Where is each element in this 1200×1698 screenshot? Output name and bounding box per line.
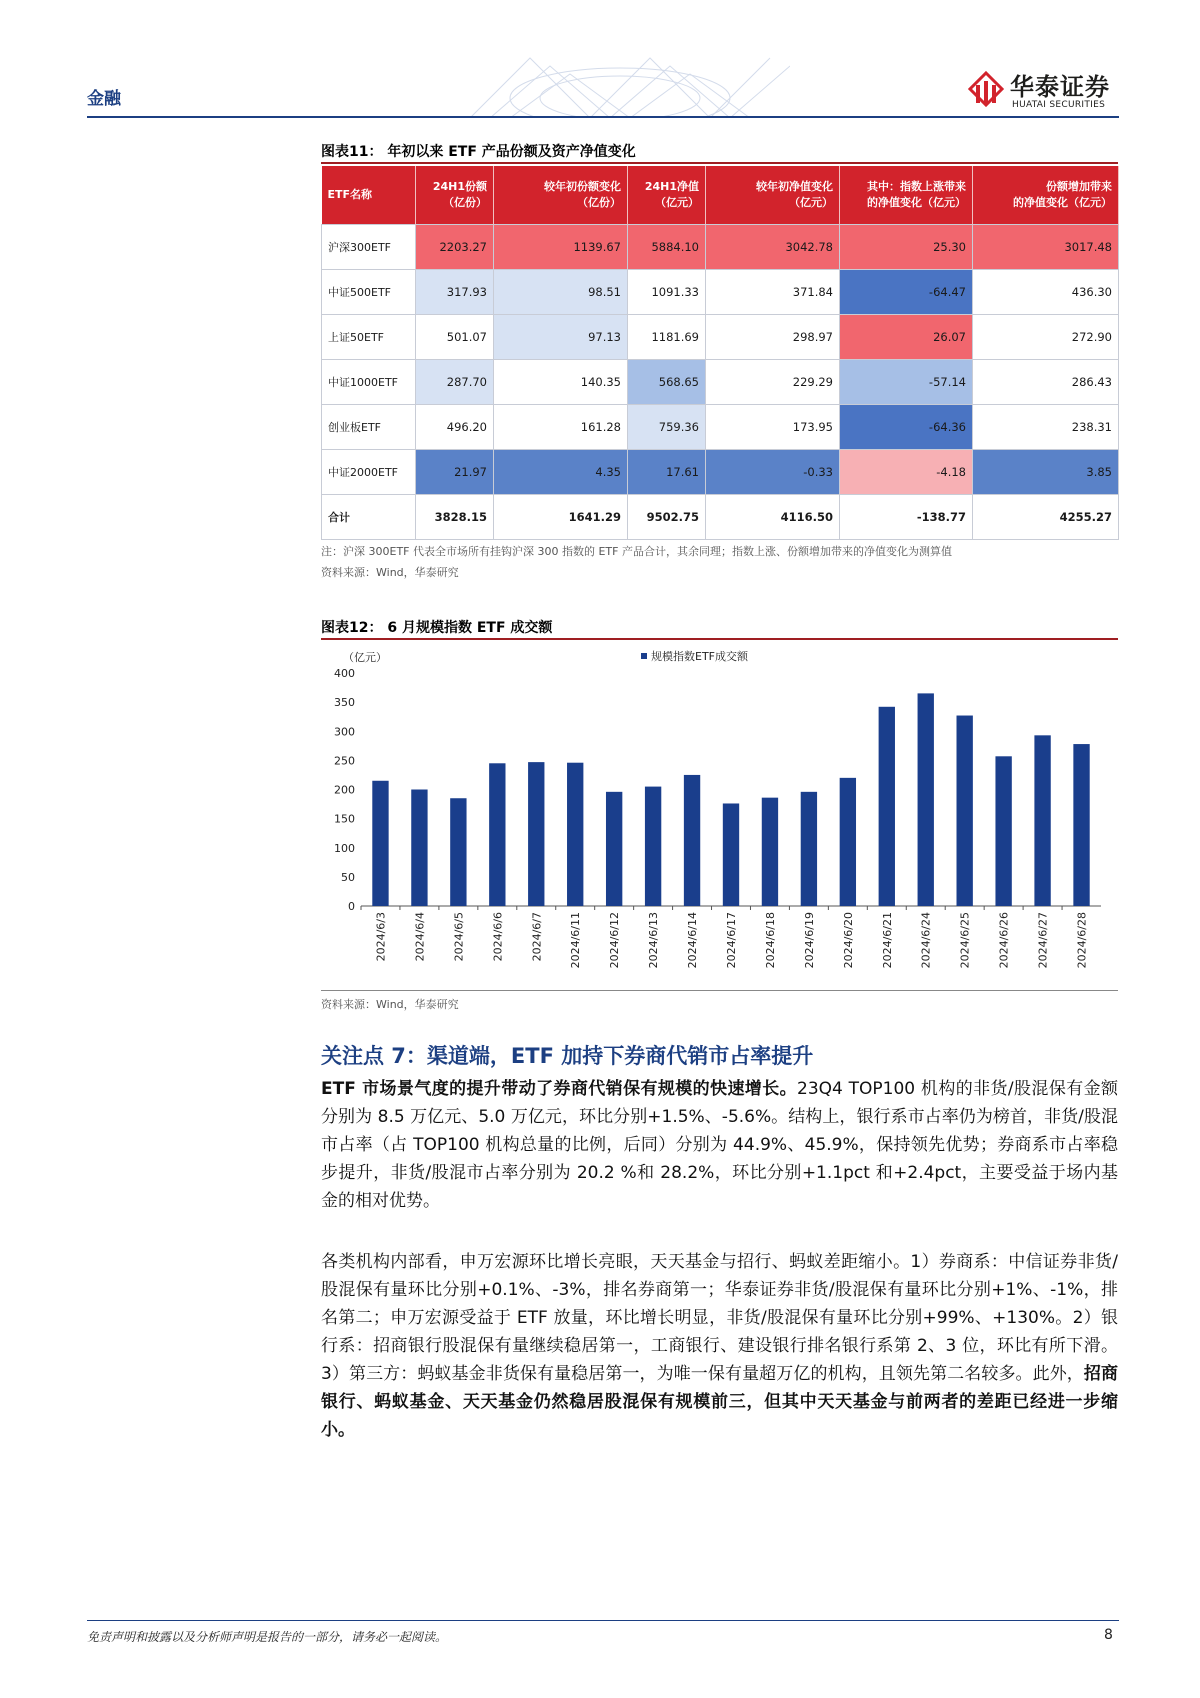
table-cell: 568.65 bbox=[628, 360, 706, 405]
section-title: 关注点 7：渠道端，ETF 加持下券商代销市占率提升 bbox=[321, 1044, 814, 1068]
legend-label: 规模指数ETF成交额 bbox=[651, 650, 748, 663]
table-cell: 287.70 bbox=[416, 360, 494, 405]
table-cell: 436.30 bbox=[973, 270, 1119, 315]
table-cell: 3828.15 bbox=[416, 495, 494, 540]
etf-turnover-chart bbox=[321, 641, 1118, 991]
table-cell: 371.84 bbox=[706, 270, 840, 315]
table-cell: -138.77 bbox=[840, 495, 973, 540]
y-tick-label: 250 bbox=[334, 754, 355, 768]
table-cell: 1139.67 bbox=[494, 225, 628, 270]
paragraph-1-body: 23Q4 TOP100 机构的非货/股混保有金额分别为 8.5 万亿元、5.0 万亿元，环比分别+1.5%、-5.6%。结构上，银行系市占率仍为榜首，非货/股混市占率（占 TOP100 机构总量的比例，后同）分别为 44.9%、45.9%，保持领先优势；券商系市占率稳步提升，非货/股混市占率分别为 20.2 %和 28.2%，环比分别+1.1pct 和+2.4pct，主要受益于场内基金的相对优势。 bbox=[321, 1079, 1118, 1211]
x-tick-label: 2024/6/7 bbox=[530, 912, 544, 962]
table-row bbox=[322, 225, 1119, 270]
figure11-rule bbox=[321, 162, 1118, 164]
x-tick-label: 2024/6/18 bbox=[763, 912, 777, 969]
bar-2024/6/27 bbox=[1034, 735, 1050, 906]
table-cell: 2203.27 bbox=[416, 225, 494, 270]
bar-2024/6/12 bbox=[606, 792, 622, 906]
legend-swatch bbox=[641, 653, 647, 659]
table-cell: 298.97 bbox=[706, 315, 840, 360]
y-tick-label: 100 bbox=[334, 841, 355, 855]
figure11-source: 资料来源：Wind，华泰研究 bbox=[321, 566, 459, 579]
y-tick-label: 350 bbox=[334, 696, 355, 710]
figure12-rule bbox=[321, 638, 1118, 640]
row-name: 合计 bbox=[322, 495, 416, 540]
table-row bbox=[322, 360, 1119, 405]
table-cell: 98.51 bbox=[494, 270, 628, 315]
table-cell: 3017.48 bbox=[973, 225, 1119, 270]
row-name: 中证500ETF bbox=[322, 270, 416, 315]
x-tick-label: 2024/6/24 bbox=[919, 912, 933, 969]
x-tick-label: 2024/6/20 bbox=[841, 912, 855, 969]
x-tick-label: 2024/6/28 bbox=[1075, 912, 1089, 969]
footer-disclaimer: 免责声明和披露以及分析师声明是报告的一部分，请务必一起阅读。 bbox=[87, 1630, 448, 1644]
y-tick-label: 50 bbox=[341, 870, 355, 884]
footer-rule bbox=[87, 1620, 1119, 1621]
chart-bottom-rule bbox=[321, 990, 1118, 991]
bar-2024/6/21 bbox=[879, 707, 895, 906]
x-tick-label: 2024/6/5 bbox=[452, 912, 466, 962]
bar-2024/6/13 bbox=[645, 787, 661, 906]
figure12-source: 资料来源：Wind，华泰研究 bbox=[321, 998, 459, 1011]
col-header-share-effect: 份额增加带来 的净值变化（亿元） bbox=[973, 166, 1119, 225]
col-header-shares: 24H1份额 （亿份） bbox=[416, 166, 494, 225]
bar-2024/6/3 bbox=[372, 781, 388, 906]
row-name: 上证50ETF bbox=[322, 315, 416, 360]
table-cell: 5884.10 bbox=[628, 225, 706, 270]
row-name: 创业板ETF bbox=[322, 405, 416, 450]
company-logo-icon bbox=[968, 71, 1004, 107]
col-header-nav-change: 较年初净值变化 （亿元） bbox=[706, 166, 840, 225]
table-total-row bbox=[322, 495, 1119, 540]
x-tick-label: 2024/6/26 bbox=[997, 912, 1011, 969]
table-header-row bbox=[322, 166, 1119, 225]
table-cell: 4116.50 bbox=[706, 495, 840, 540]
col-header-nav: 24H1净值 （亿元） bbox=[628, 166, 706, 225]
table-cell: 286.43 bbox=[973, 360, 1119, 405]
paragraph-1-lead: ETF 市场景气度的提升带动了券商代销保有规模的快速增长。 bbox=[321, 1079, 798, 1099]
x-tick-label: 2024/6/17 bbox=[725, 912, 738, 969]
table-cell: -0.33 bbox=[706, 450, 840, 495]
x-tick-label: 2024/6/19 bbox=[802, 912, 816, 969]
table-cell: -4.18 bbox=[840, 450, 973, 495]
paragraph-2-tail: 招商银行、蚂蚁基金、天天基金仍然稳居股混保有规模前三，但其中天天基金与前两者的差距已经进一步缩小。 bbox=[321, 1364, 1118, 1440]
table-cell: 1641.29 bbox=[494, 495, 628, 540]
bar-2024/6/20 bbox=[840, 778, 856, 906]
table-cell: 173.95 bbox=[706, 405, 840, 450]
col-header-index-effect: 其中：指数上涨带来 的净值变化（亿元） bbox=[840, 166, 973, 225]
table-cell: -64.47 bbox=[840, 270, 973, 315]
y-tick-label: 300 bbox=[334, 725, 355, 739]
bar-2024/6/24 bbox=[918, 693, 934, 906]
bar-2024/6/19 bbox=[801, 792, 817, 906]
table-cell: 25.30 bbox=[840, 225, 973, 270]
table-row bbox=[322, 270, 1119, 315]
paragraph-2 bbox=[321, 1248, 1118, 1444]
bar-2024/6/14 bbox=[684, 775, 700, 906]
table-cell: 17.61 bbox=[628, 450, 706, 495]
bar-2024/6/4 bbox=[411, 790, 427, 907]
figure12-title: 图表12： 6 月规模指数 ETF 成交额 bbox=[321, 620, 553, 636]
x-tick-label: 2024/6/3 bbox=[374, 912, 388, 962]
x-tick-label: 2024/6/27 bbox=[1036, 912, 1050, 969]
table-cell: 759.36 bbox=[628, 405, 706, 450]
y-tick-label: 0 bbox=[348, 900, 355, 913]
x-tick-label: 2024/6/21 bbox=[880, 912, 894, 969]
bar-2024/6/26 bbox=[995, 756, 1011, 906]
table-cell: 4255.27 bbox=[973, 495, 1119, 540]
table-cell: -57.14 bbox=[840, 360, 973, 405]
table-cell: 496.20 bbox=[416, 405, 494, 450]
bar-2024/6/25 bbox=[957, 716, 973, 906]
x-tick-label: 2024/6/13 bbox=[647, 912, 661, 969]
company-logo-text: 华泰证券 bbox=[1010, 73, 1110, 101]
col-header-share-change: 较年初份额变化 （亿份） bbox=[494, 166, 628, 225]
bar-2024/6/18 bbox=[762, 798, 778, 906]
bar-2024/6/28 bbox=[1073, 744, 1089, 906]
etf-table bbox=[321, 166, 1119, 540]
y-tick-label: 150 bbox=[334, 812, 355, 826]
y-tick-label: 200 bbox=[334, 783, 355, 797]
table-cell: 97.13 bbox=[494, 315, 628, 360]
figure11-note: 注：沪深 300ETF 代表全市场所有挂钩沪深 300 指数的 ETF 产品合计，其余同理；指数上涨、份额增加带来的净值变化为测算值 bbox=[321, 545, 952, 558]
x-tick-label: 2024/6/4 bbox=[413, 912, 427, 962]
table-cell: 9502.75 bbox=[628, 495, 706, 540]
x-tick-label: 2024/6/14 bbox=[686, 912, 700, 969]
paragraph-1 bbox=[321, 1075, 1118, 1215]
table-cell: 317.93 bbox=[416, 270, 494, 315]
header-decoration bbox=[470, 38, 790, 118]
table-cell: 229.29 bbox=[706, 360, 840, 405]
table-cell: 140.35 bbox=[494, 360, 628, 405]
header-section-label: 金融 bbox=[87, 89, 121, 109]
table-cell: -64.36 bbox=[840, 405, 973, 450]
table-cell: 238.31 bbox=[973, 405, 1119, 450]
table-cell: 1091.33 bbox=[628, 270, 706, 315]
bar-2024/6/7 bbox=[528, 762, 544, 906]
table-cell: 21.97 bbox=[416, 450, 494, 495]
table-row bbox=[322, 450, 1119, 495]
table-row bbox=[322, 405, 1119, 450]
bar-2024/6/11 bbox=[567, 763, 583, 906]
page-number: 8 bbox=[1104, 1627, 1113, 1643]
table-cell: 3.85 bbox=[973, 450, 1119, 495]
x-tick-label: 2024/6/25 bbox=[958, 912, 972, 969]
bar-2024/6/17 bbox=[723, 803, 739, 906]
table-cell: 501.07 bbox=[416, 315, 494, 360]
table-cell: 272.90 bbox=[973, 315, 1119, 360]
table-cell: 4.35 bbox=[494, 450, 628, 495]
table-row bbox=[322, 315, 1119, 360]
y-tick-label: 400 bbox=[334, 667, 355, 680]
bar-2024/6/5 bbox=[450, 798, 466, 906]
row-name: 中证2000ETF bbox=[322, 450, 416, 495]
col-header-name: ETF名称 bbox=[322, 166, 416, 225]
company-logo-english: HUATAI SECURITIES bbox=[1012, 100, 1106, 110]
x-tick-label: 2024/6/6 bbox=[491, 912, 505, 962]
y-axis-unit-label: （亿元） bbox=[343, 651, 387, 664]
row-name: 沪深300ETF bbox=[322, 225, 416, 270]
header-rule bbox=[87, 116, 1119, 118]
x-tick-label: 2024/6/12 bbox=[608, 912, 622, 969]
row-name: 中证1000ETF bbox=[322, 360, 416, 405]
table-cell: 1181.69 bbox=[628, 315, 706, 360]
x-tick-label: 2024/6/11 bbox=[569, 912, 583, 969]
table-cell: 161.28 bbox=[494, 405, 628, 450]
figure11-title: 图表11： 年初以来 ETF 产品份额及资产净值变化 bbox=[321, 144, 636, 160]
paragraph-2-body: 各类机构内部看，申万宏源环比增长亮眼，天天基金与招行、蚂蚁差距缩小。1）券商系：中信证券非货/股混保有量环比分别+0.1%、-3%，排名券商第一；华泰证券非货/股混保有量环比分别+1%、-1%，排名第二；申万宏源受益于 ETF 放量，环比增长明显，非货/股混保有量环比分别+99%、+130%。2）银行系：招商银行股混保有量继续稳居第一，工商银行、建设银行排名银行系第 2、3 位，环比有所下滑。3）第三方：蚂蚁基金非货保有量稳居第一，为唯一保有量超万亿的机构，且领先第二名较多。此外， bbox=[321, 1252, 1118, 1384]
table-cell: 3042.78 bbox=[706, 225, 840, 270]
table-cell: 26.07 bbox=[840, 315, 973, 360]
bar-2024/6/6 bbox=[489, 763, 505, 906]
